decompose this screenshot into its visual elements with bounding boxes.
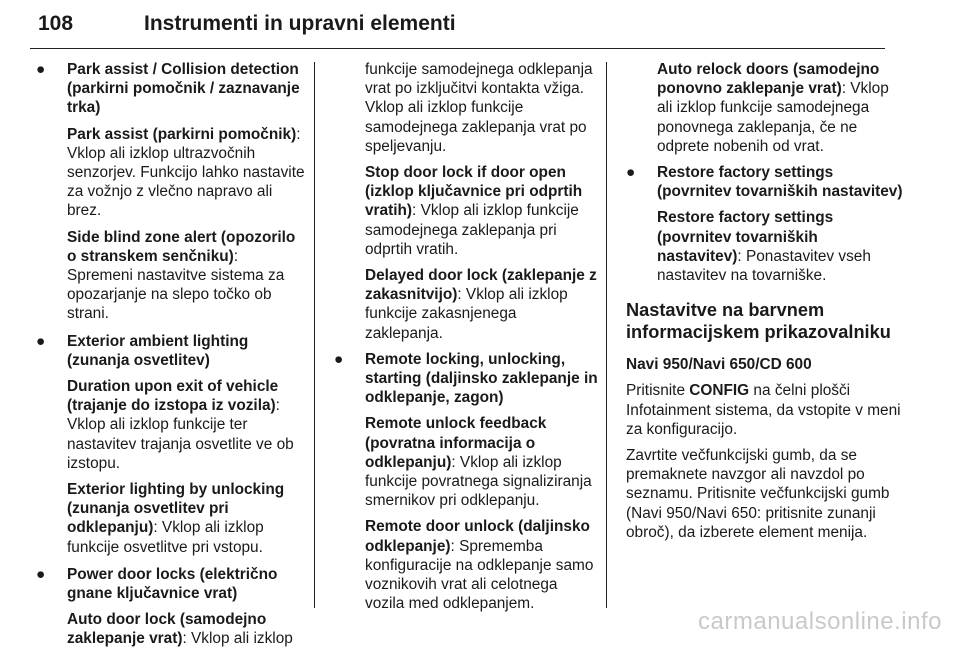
setting-label: Auto relock doors (samodejno ponovno zaklepanje vrat) <box>657 61 880 98</box>
list-item <box>36 565 308 649</box>
column-divider <box>606 62 607 608</box>
setting-label: Auto door lock (samodejno zaklepanje vrat) <box>67 611 267 648</box>
text-run: Pritisnite <box>626 382 690 400</box>
paragraph <box>67 228 308 324</box>
paragraph <box>626 60 906 156</box>
setting-text: : Vklop ali izklop ultrazvočnih senzorjev. Funkcijo lahko nastavite za vožnjo z vlečno napravo ali brez. <box>67 125 305 220</box>
setting-label: Remote door unlock (daljinsko odklepanje) <box>365 518 590 555</box>
column-divider <box>314 62 315 608</box>
setting-label: Park assist (parkirni pomočnik) <box>67 125 297 143</box>
bullet-icon: ● <box>36 332 46 350</box>
paragraph <box>334 163 598 259</box>
setting-label: Delayed door lock (zaklepanje z zakasnitvijo) <box>365 267 597 304</box>
column-3 <box>626 60 906 549</box>
setting-label: Side blind zone alert (opozorilo o stranskem senčniku) <box>67 228 296 265</box>
item-title: Power door locks (električno gnane ključavnice vrat) <box>67 565 278 603</box>
paragraph: Zavrtite večfunkcijski gumb, da se premaknete navzgor ali navzdol po seznamu. Pritisnite večfunkcijski gumb (Navi 950/Navi 650: pritisnite zunanji obroč), da izberete element menija. <box>626 447 890 541</box>
page-number: 108 <box>38 12 74 35</box>
setting-text: : Spremeni nastavitve sistema za opozarjanje na slepo točko ob strani. <box>67 247 285 323</box>
setting-text: : Vklop ali izklop funkcije samodejnega zaklepanja pri odprtih vratih. <box>365 202 579 258</box>
item-title: Park assist / Collision detection (parkirni pomočnik / zaznavanje trka) <box>67 61 300 117</box>
config-key-label: CONFIG <box>689 382 750 400</box>
bullet-icon: ● <box>36 565 46 583</box>
column-2 <box>334 60 598 621</box>
setting-text: : Vklop ali izklop funkcije ter nastavitev trajanja osvetlite ve ob izstopu. <box>67 397 294 472</box>
paragraph <box>67 125 308 221</box>
setting-text: : Vklop ali izklop <box>182 630 293 648</box>
page-title: Instrumenti in upravni elementi <box>144 12 456 35</box>
setting-text: : Vklop ali izklop funkcije povratnega signaliziranja smernikov pri odklepanju. <box>365 453 592 510</box>
setting-label: Stop door lock if door open (izklop ključavnice pri odprtih vratih) <box>365 164 583 220</box>
setting-label: Exterior lighting by unlocking (zunanja osvetlitev pri odklepanju) <box>67 481 285 537</box>
list-item <box>36 332 308 557</box>
paragraph <box>67 480 308 557</box>
setting-text: : Ponastavitev vseh nastavitev na tovarniške. <box>657 247 871 285</box>
list-item <box>334 350 598 614</box>
setting-text: : Vklop ali izklop funkcije zakasnjenega zaklepanja. <box>365 286 568 342</box>
paragraph <box>334 266 598 343</box>
watermark: carmanualsonline.info <box>698 608 942 635</box>
setting-text: : Vklop ali izklop funkcije osvetlitve pri vstopu. <box>67 519 264 556</box>
paragraph <box>67 377 308 473</box>
paragraph: funkcije samodejnega odklepanja vrat po izključitvi kontakta vžiga. Vklop ali izklop funkcije samodejnega zaklepanja vrat po speljevanju. <box>365 61 593 155</box>
item-title: Restore factory settings (povrnitev tovarniških nastavitev) <box>657 164 903 201</box>
paragraph <box>365 517 598 613</box>
section-heading: Nastavitve na barvnem informacijskem prikazovalniku <box>626 300 891 343</box>
paragraph <box>657 208 906 285</box>
setting-label: Duration upon exit of vehicle (trajanje do izstopa iz vozila) <box>67 378 279 415</box>
list-item <box>626 163 906 285</box>
bullet-icon: ● <box>626 164 636 182</box>
item-title: Exterior ambient lighting (zunanja osvetlitev) <box>67 332 249 369</box>
setting-text: : Sprememba konfiguracije na odklepanje samo voznikovih vrat ali celotnega vozila med odklepanjem. <box>365 537 594 613</box>
setting-label: Restore factory settings (povrnitev tovarniških nastavitev) <box>657 209 834 265</box>
page-header <box>30 0 885 49</box>
sub-heading: Navi 950/Navi 650/CD 600 <box>626 356 812 374</box>
list-item <box>36 60 308 324</box>
bullet-icon: ● <box>334 350 344 368</box>
item-title: Remote locking, unlocking, starting (daljinsko zaklepanje in odklepanje, zagon) <box>365 350 598 407</box>
setting-label: Remote unlock feedback (povratna informacija o odklepanju) <box>365 415 547 471</box>
paragraph <box>67 610 308 648</box>
bullet-icon: ● <box>36 61 46 78</box>
column-1 <box>36 60 308 657</box>
paragraph <box>626 381 906 439</box>
setting-text: : Vklop ali izklop funkcije samodejnega ponovnega zaklepanja, če ne odprete nobenih od vrat. <box>657 80 889 155</box>
paragraph <box>365 414 598 510</box>
text-run: na čelni plošči Infotainment sistema, da vstopite v meni za konfiguracijo. <box>626 382 901 438</box>
